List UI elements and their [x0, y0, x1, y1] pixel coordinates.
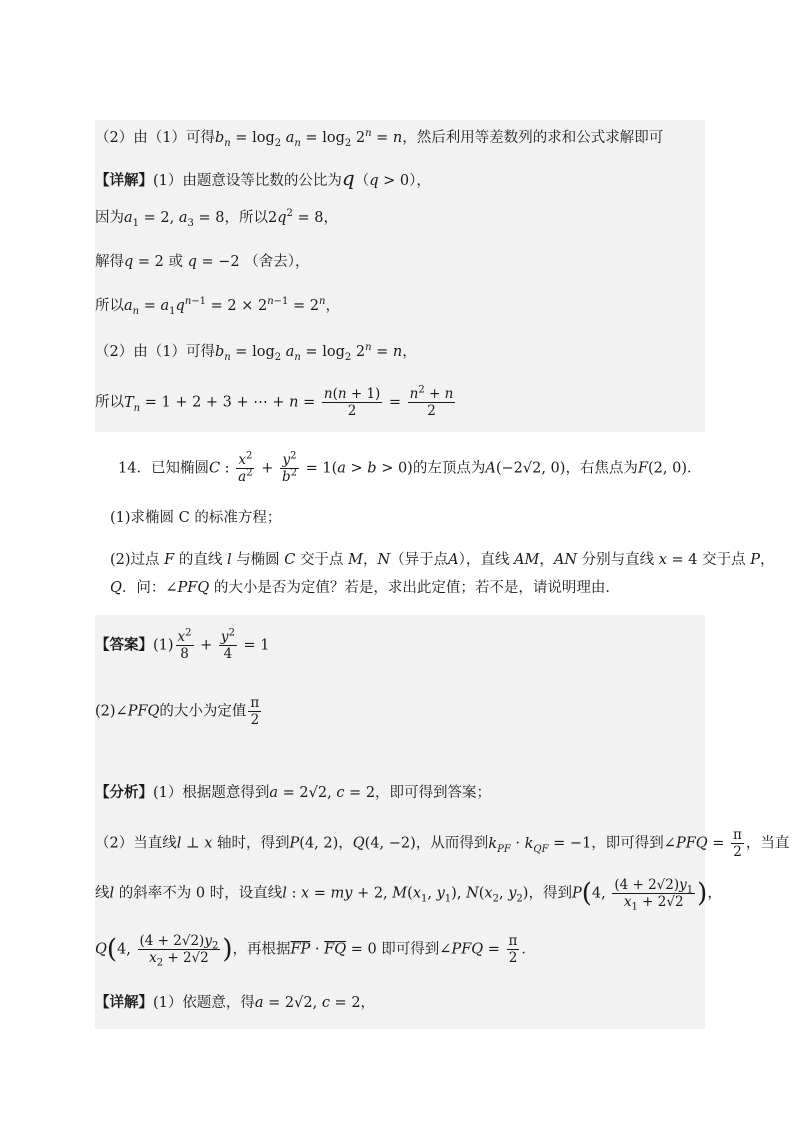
fraction: $\frac{\pi}{2}$ — [508, 933, 518, 966]
fraction: $\frac{y^2}{b^2}$ — [281, 450, 298, 485]
analysis-line-1: 【分析】(1）根据题意得到a = 2√2, c = 2，即可得到答案； — [95, 784, 492, 801]
fraction: $\frac{n^2 + n}{2}$ — [409, 384, 454, 419]
line-13-detail-6: 所以$T_n = 1 + 2 + 3$ + ⋯ + n = $\frac{n(n + 1)}{2}$ = $\frac{n^2 + n}{2}$ — [95, 384, 454, 419]
question-14-part-1: (1)求椭圆 C 的标准方程； — [110, 510, 282, 526]
fraction: $\frac{x^2}{a^2}$ — [238, 450, 253, 485]
question-14-part-2-line-1: (2)过点 F 的直线 l 与椭圆 C 交于点 M，N（异于点A），直线 AM，AN 分别与直线 x = 4 交于点 P， — [110, 552, 775, 568]
detail-line-1: 【详解】(1）依题意，得a = 2√2, c = 2， — [95, 994, 376, 1011]
line-13-detail-5: （2）由（1）可得$b_n = \log_2 a_n = \log_2 2^n = n$， — [95, 342, 417, 363]
answer-line-2: (2)∠PFQ的大小为定值 $\frac{\pi}{2}$ — [95, 695, 260, 728]
analysis-line-4: Q(4, $\frac{(4 + 2√2)y_2}{x_2 + 2√2}$ )，再根据$\overline{FP} \cdot \overline{FQ} = 0$ 即可得到∠PFQ = $\frac{\pi}{2}$ ． — [95, 933, 536, 969]
line-13-detail-4: 所以$a_n = a_1q^{n-1} = 2 \times 2^{n-1} = 2^n$， — [95, 296, 340, 317]
line-13-2-hint: （2）由（1）可得$b_n = \log_2 a_n = \log_2 2^n = n$，然后利用等差数列的求和公式求解即可 — [95, 128, 664, 149]
fraction: $\frac{x^2}{8}$ — [177, 627, 192, 662]
fraction: $\frac{(4 + 2√2)y_1}{x_1 + 2√2}$ — [614, 877, 694, 913]
line-13-detail-1: 【详解】(1）由题意设等比数的公比为q（q > 0）， — [95, 166, 431, 190]
analysis-line-3: 线l 的斜率不为 0 时，设直线l : x = my + 2, $M(x_1$, $y_1$), $N(x_2$, $y_2$)，得到P(4, $\frac{(4 + 2√2)y_1}{x_1 + 2√2}$ )， — [95, 877, 722, 913]
solution-block-14 — [95, 615, 790, 1029]
line-13-detail-2: 因为$a_1 = 2$, $a_3 = 8$，所以$2q^2 = 8$， — [95, 208, 338, 229]
analysis-line-2: （2）当直线l ⊥ x 轴时，得到P(4, 2)，Q(4, −2)，从而得到$k_{PF} \cdot k_{QF} = -1$，即可得到∠PFQ = $\frac{\pi}{2}$ ，当直 — [95, 827, 790, 860]
line-13-detail-3: 解得q = 2 或 q = −2 （舍去）， — [95, 254, 310, 270]
question-14-line-1: 14．已知椭圆C : $\frac{x^2}{a^2}$ + $\frac{y^2}{b^2}$ = 1(a > b > 0)的左顶点为A(−2√2, 0)，右焦点为F(2, 0)． — [118, 450, 702, 485]
solution-block-13 — [95, 120, 705, 432]
answer-line-1: 【答案】(1) $\frac{x^2}{8}$ + $\frac{y^2}{4}$ = 1 — [95, 627, 270, 662]
fraction: $\frac{\pi}{2}$ — [250, 695, 260, 728]
fraction: $\frac{(4 + 2√2)y_2}{x_2 + 2√2}$ — [139, 933, 219, 969]
fraction: $\frac{\pi}{2}$ — [733, 827, 742, 860]
fraction: $\frac{y^2}{4}$ — [220, 627, 235, 662]
fraction: $\frac{n(n + 1)}{2}$ — [323, 386, 381, 419]
question-14-part-2-line-2: Q．问：∠PFQ 的大小是否为定值？若是，求出此定值；若不是，请说明理由． — [110, 580, 620, 596]
